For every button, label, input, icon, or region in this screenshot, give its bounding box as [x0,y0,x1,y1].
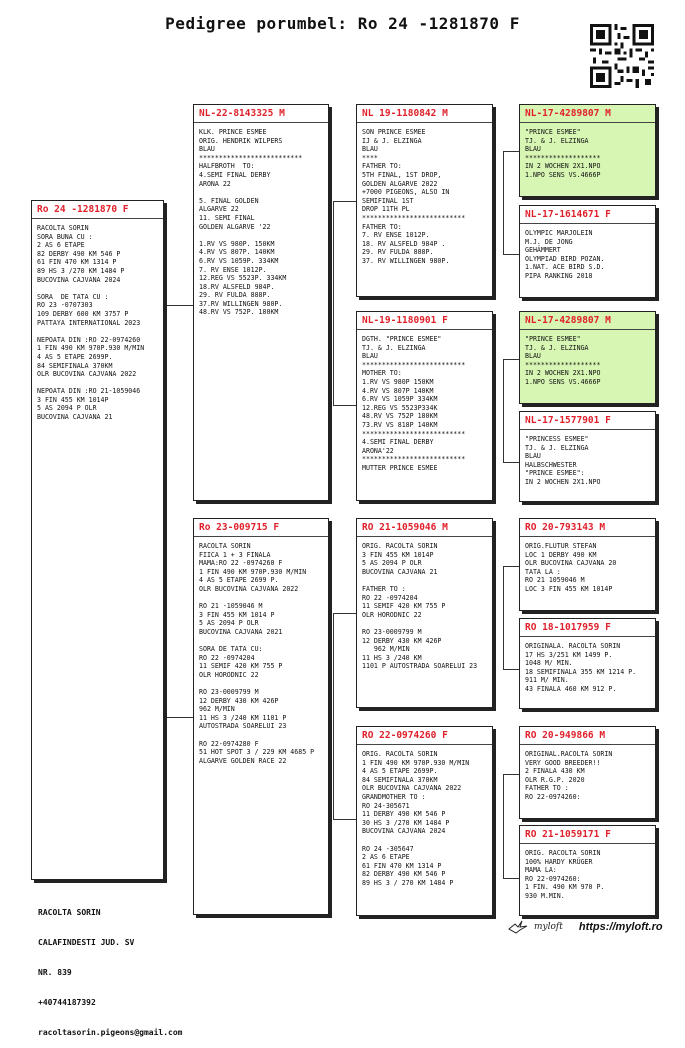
brand-logo-text: myloft [534,922,563,932]
page-title: Pedigree porumbel: Ro 24 -1281870 F [165,14,520,33]
ring-number: RO 20-949866 M [520,727,655,745]
pigeon-card-sss[interactable] [519,104,656,197]
connector-line [503,878,519,879]
connector-line [333,405,356,406]
pigeon-details: OLYMPIC MARJOLEIN M.J. DE JONG GEHÄMMERT OLYMPIAD BIRD POZAN. 1.NAT. ACE BIRD S.D. PIPA RANKING 2018 [525,229,605,280]
breeder-phone[interactable]: +40744187392 [38,998,96,1007]
breeder-address-number: NR. 839 [38,968,72,977]
ring-number: Ro 24 -1281870 F [32,201,163,219]
ring-number: NL-17-4289807 M [520,105,655,123]
pigeon-card-ddd[interactable] [519,825,656,916]
pigeon-card-sds[interactable] [519,311,656,404]
pigeon-details: KLK. PRINCE ESMEE ORIG. HENDRIK WILPERS BLAU ************************** HALFBROTH TO: 4.SEMI FINAL DERBY ARONA 22 5. FINAL GOLDEN ALGARVE 22 11. SEMI FINAL GOLDEN ALGARVE '22 1.RV VS 980P. 150KM 4.RV VS 807P. 140KM 6.RV VS 1059P. 334KM 7. RV ENSE 1012P. 12.REG VS 5523P. 334KM 18.RV ALSFELD 984P. 29. RV FULDA 888P. 37.RV WILLINGEN 980P. 48.RV VS 752P. 180KM [199,128,303,317]
pigeon-card-dsd[interactable] [519,618,656,709]
pigeon-card-sdd[interactable] [519,411,656,502]
ring-number: NL-17-1614671 F [520,206,655,224]
pigeon-details: "PRINCESS ESMEE" TJ. & J. ELZINGA BLAU HALBSCHWESTER "PRINCE ESMEE": IN 2 WOCHEN 2X1.NPO [525,435,601,486]
ring-number: RO 21-1059171 F [520,826,655,844]
ring-number: NL-22-8143325 M [194,105,328,123]
breeder-name: RACOLTA SORIN [38,908,101,917]
connector-line [165,305,166,717]
pigeon-details: "PRINCE ESMEE" TJ. & J. ELZINGA BLAU ******************* IN 2 WOCHEN 2X1.NPO 1.NPO SENS VS.4666P [525,128,601,179]
pigeon-details: ORIG. RACOLTA SORIN 1 FIN 490 KM 970P.930 M/MIN 4 AS 5 ETAPE 2699P. 84 SEMIFINALA 370KM OLR BUCOVINA CAJVANA 2022 GRANDMOTHER TO : RO 24-305671 11 DERBY 490 KM 546 P 30 HS 3 /270 KM 1484 P BUCOVINA CAJVANA 2024 RO 24 -305647 2 AS 6 ETAPE 61 FIN 470 KM 1314 P 82 DERBY 490 KM 546 P 89 HS 3 / 270 KM 1484 P [362,750,470,887]
ring-number: RO 22-0974260 F [357,727,492,745]
ring-number: RO 21-1059046 M [357,519,492,537]
pigeon-card-dam-sire[interactable] [356,518,493,708]
ring-number: RO 20-793143 M [520,519,655,537]
pigeon-details: ORIG. RACOLTA SORIN 100% HARDY KRÜGER MAMA LA: RO 22-0974260: 1 FIN. 490 KM 970 P. 930 M.MIN. [525,849,605,900]
connector-line [503,566,504,669]
pigeon-card-sire-sire[interactable] [356,104,493,297]
brand-url-link[interactable]: https://myloft.ro [578,921,663,933]
connector-line [503,151,504,254]
pigeon-card-sire-dam[interactable] [356,311,493,501]
connector-line [503,254,519,255]
ring-number: NL-17-1577901 F [520,412,655,430]
pigeon-details: "PRINCE ESMEE" TJ. & J. ELZINGA BLAU ******************* IN 2 WOCHEN 2X1.NPO 1.NPO SENS VS.4666P [525,335,601,386]
ring-number: NL-19-1180901 F [357,312,492,330]
pigeon-card-subject[interactable] [31,200,164,880]
pigeon-details: RACOLTA SORIN SORA BUNA CU : 2 AS 6 ETAPE 82 DERBY 490 KM 546 P 61 FIN 470 KM 1314 P 89 HS 3 /270 KM 1484 P BUCOVINA CAJVANA 2024 SORA DE TATA CU : RO 23 -0707303 109 DERBY 600 KM 3757 P PATTAYA INTERNATIONAL 2023 NEPOATA DIN :RO 22-0974260 1 FIN 490 KM 970P.930 M/MIN 4 AS 5 ETAPE 2699P. 84 SEMIFINALA 370KM OLR BUCOVINA CAJVANA 2022 NEPOATA DIN :RO 21-1059046 3 FIN 455 KM 1014P 5 AS 2094 P OLR BUCOVINA CAJVANA 21 [37,224,145,422]
ring-number: NL 19-1180842 M [357,105,492,123]
connector-line [503,566,519,567]
qr-code-icon [590,24,654,88]
connector-line [503,151,519,152]
connector-line [165,305,193,306]
breeder-contact [38,888,183,1048]
connector-line [333,819,356,820]
pigeon-card-sire[interactable] [193,104,329,501]
connector-line [165,717,193,718]
pigeon-details: ORIGINALA. RACOLTA SORIN 17 HS 3/251 KM 1499 P. 1048 M/ MIN. 18 SEMIFINALA 355 KM 1214 P. 911 M/ MIN. 43 FINALA 460 KM 912 P. [525,642,637,693]
pigeon-card-dam-dam[interactable] [356,726,493,916]
connector-line [503,359,519,360]
connector-line [333,201,334,405]
pigeon-details: RACOLTA SORIN FIICA 1 + 3 FINALA MAMA:RO 22 -0974260 F 1 FIN 490 KM 970P.930 M/MIN 4 AS 5 ETAPE 2699 P. OLR BUCOVINA CAJVANA 2022 RO 21 -1059046 M 3 FIN 455 KM 1014 P 5 AS 2094 P OLR BUCOVINA CAJVANA 2021 SORA DE TATA CU: RO 22 -0974204 11 SEMIF 420 KM 755 P OLR HORODNIC 22 RO 23-0009799 M 12 DERBY 430 KM 426P 962 M/MIN 11 HS 3 /240 KM 1101 P AUTOSTRADA SOARELUI 23 RO 22-0974280 F 51 HOT SPOT 3 / 229 KM 4685 P ALGARVE GOLDEN RACE 22 [199,542,315,765]
ring-number: RO 18-1017959 F [520,619,655,637]
pigeon-details: ORIG. RACOLTA SORIN 3 FIN 455 KM 1014P 5 AS 2094 P OLR BUCOVINA CAJVANA 21 FATHER TO : RO 22 -0974204 11 SEMIF 420 KM 755 P OLR HORODNIC 22 RO 23-0009799 M 12 DERBY 430 KM 426P 962 M/MIN 11 HS 3 /240 KM 1101 P AUTOSTRADA SOARELUI 23 [362,542,478,671]
pigeon-card-dds[interactable] [519,726,656,819]
ring-number: NL-17-4289807 M [520,312,655,330]
pigeon-card-dss[interactable] [519,518,656,611]
pigeon-details: DGTH. "PRINCE ESMEE" TJ. & J. ELZINGA BLAU ************************** MOTHER TO: 1.RV VS 980P 150KM 4.RV VS 807P 140KM 6.RV VS 1059P 334KM 12.REG VS 5523P334K 48.RV VS 752P 180KM 73.RV VS 818P 140KM ************************** 4.SEMI FINAL DERBY ARONA'22 ************************** MUTTER PRINCE ESMEE [362,335,466,472]
connector-line [333,613,356,614]
brand-footer [508,920,663,934]
connector-line [503,669,519,670]
connector-line [503,462,519,463]
pigeon-details: SON PRINCE ESMEE IJ & J. ELZINGA BLAU **** FATHER TO: 5TH FINAL, 1ST DROP, GOLDEN ALGARVE 2022 +7000 PIGEONS, ALSO IN SEMIFINAL 1ST DROP 11TH PL ************************** FATHER TO: 7. RV ENSE 1012P. 18. RV ALSFELD 984P . 29. RV FULDA 888P. 37. RV WILLINGEN 980P. [362,128,466,265]
connector-line [333,613,334,819]
pigeon-card-dam[interactable] [193,518,329,915]
breeder-locality: CALAFINDESTI JUD. SV [38,938,135,947]
breeder-email[interactable]: racoltasorin.pigeons@gmail.com [38,1028,183,1037]
connector-line [333,201,356,202]
connector-line [503,774,519,775]
connector-line [503,359,504,462]
ring-number: Ro 23-009715 F [194,519,328,537]
pigeon-logo-icon [508,920,528,934]
connector-line [503,774,504,878]
pigeon-card-ssd[interactable] [519,205,656,298]
pigeon-details: ORIGINAL.RACOLTA SORIN VERY GOOD BREEDER!! 2 FINALA 430 KM OLR R.G.P. 2020 FATHER TO : RO 22-0974260: [525,750,613,801]
pigeon-details: ORIG.FLUTUR STEFAN LOC 1 DERBY 490 KM OLR BUCOVINA CAJVANA 20 TATA LA : RO 21 1059046 M LOC 3 FIN 455 KM 1014P [525,542,617,593]
